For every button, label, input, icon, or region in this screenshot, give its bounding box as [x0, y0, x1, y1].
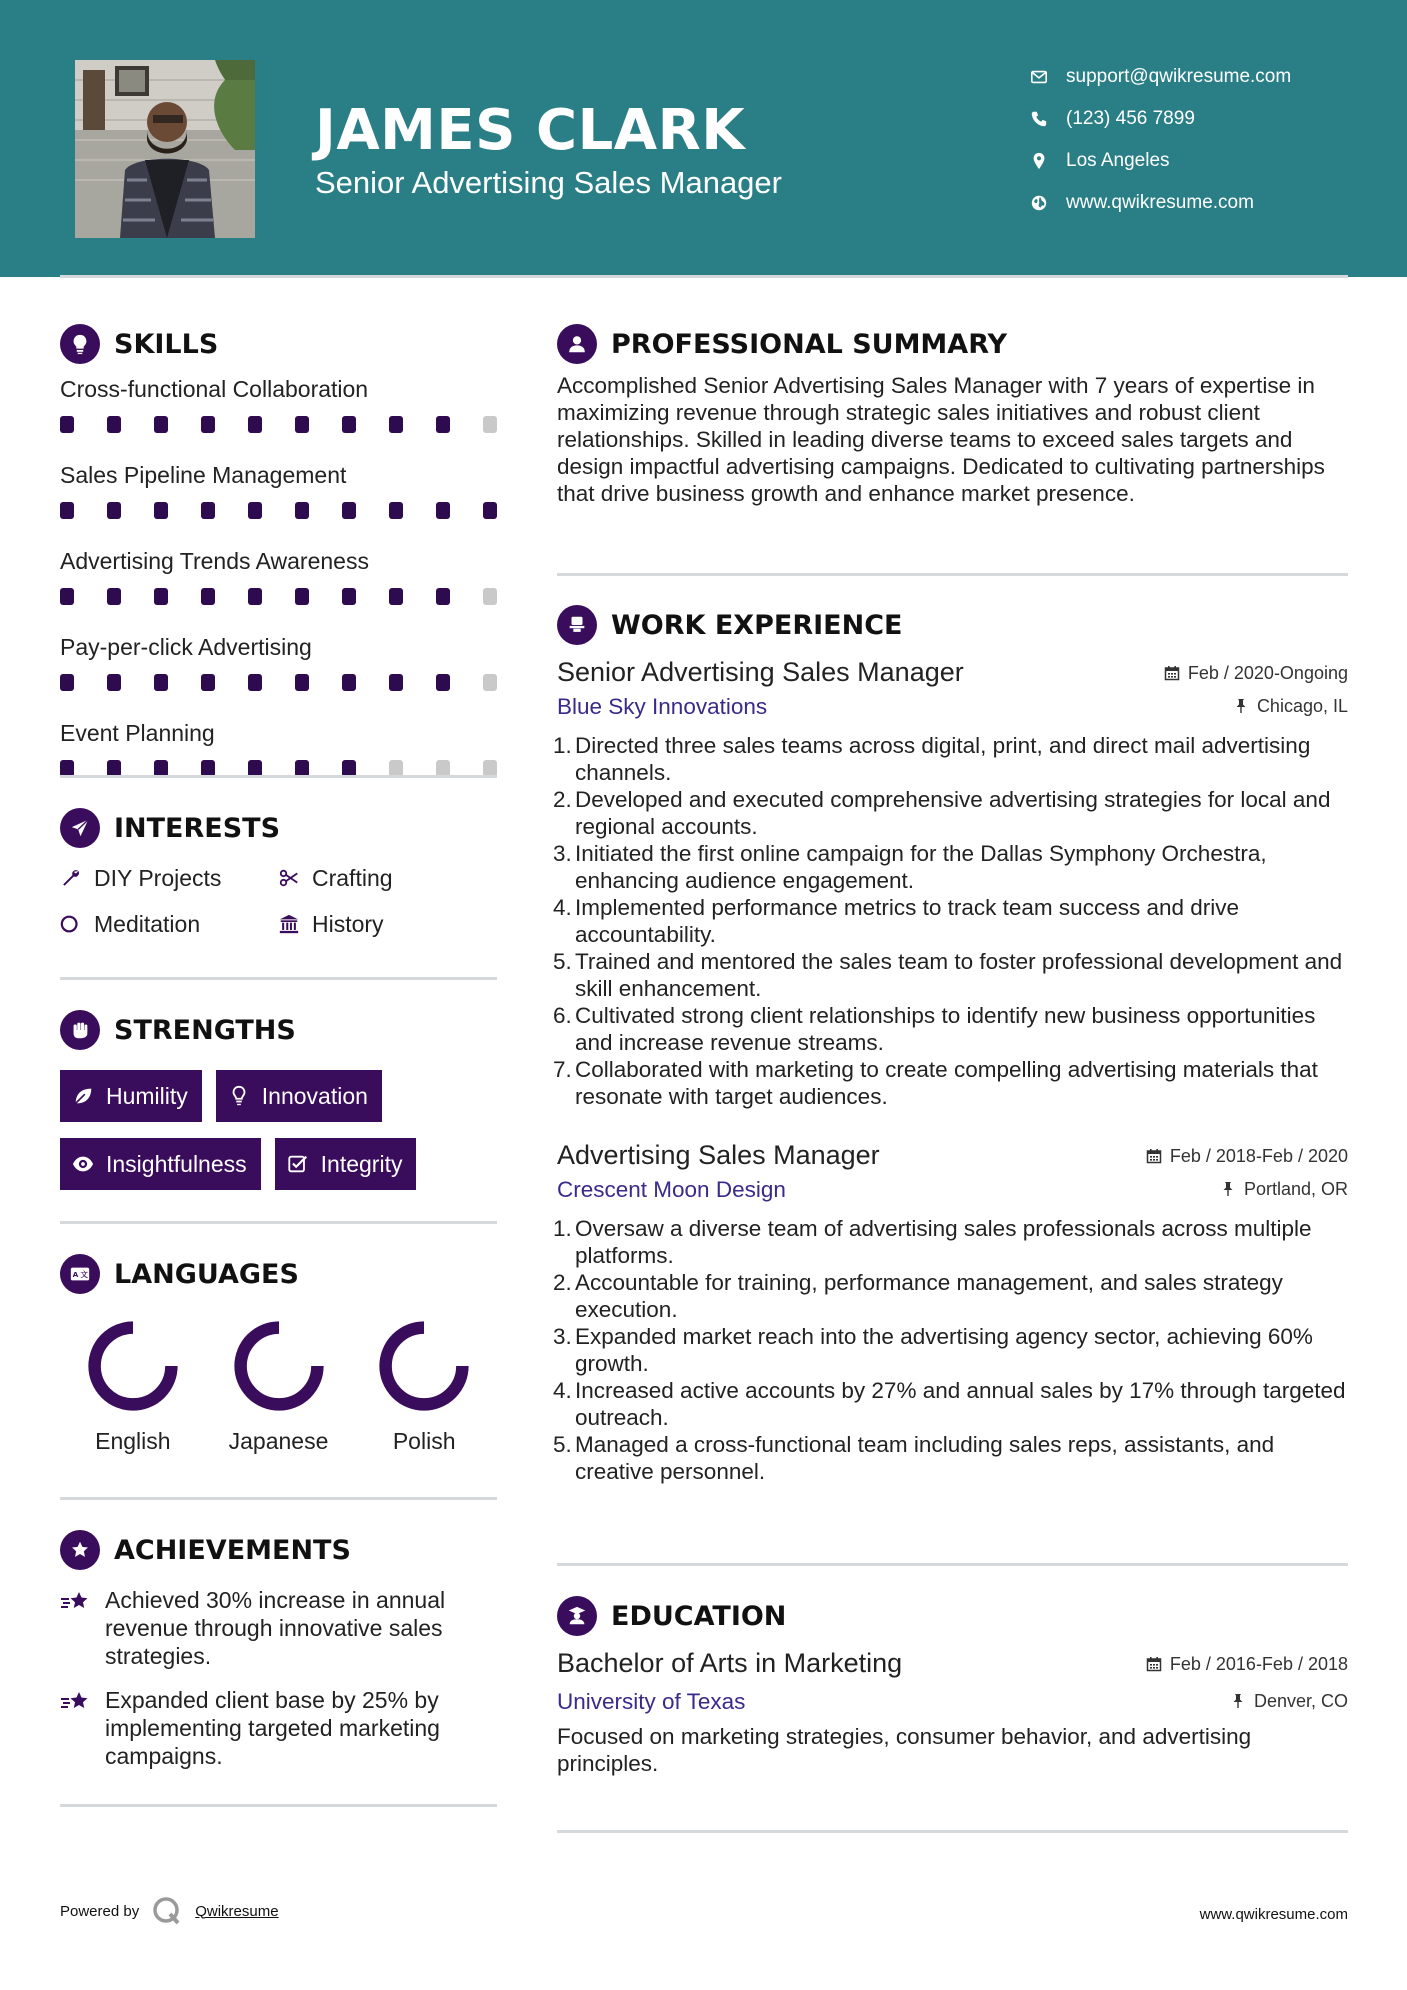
summary-text: Accomplished Senior Advertising Sales Manager with 7 years of expertise in maximizing revenue through strategic sales initiatives and robust client relationships. Skilled in leading diverse teams to exceed sales targets and design impactful advertising campaigns. Dedicated to cultivating partnerships that drive business growth and enhance market presence. [557, 373, 1325, 506]
education-date [1146, 1654, 1348, 1675]
skill-dot [389, 416, 403, 433]
calendar-icon [1164, 665, 1180, 681]
skill-dot [436, 588, 450, 605]
wrench-icon [60, 867, 94, 889]
languages-title: LANGUAGES [114, 1258, 299, 1290]
job-location-text: Portland, OR [1243, 1178, 1348, 1199]
experience-section [557, 603, 1348, 1485]
duty-item: Managed a cross-functional team including sales reps, assistants, and creative personnel. [575, 1432, 1275, 1484]
skill-rating [60, 502, 497, 522]
skill-dot [154, 502, 168, 519]
map-pin-icon [1030, 152, 1066, 170]
education-location-text: Denver, CO [1253, 1690, 1348, 1711]
qwikresume-logo-icon [151, 1895, 183, 1927]
fist-icon [60, 1010, 100, 1050]
skill-dot [154, 588, 168, 605]
footer-powered-by [60, 1895, 279, 1927]
skill-dot [154, 416, 168, 433]
strength-tag [60, 1138, 261, 1190]
job-location [1220, 1179, 1348, 1200]
shooting-star-icon [60, 1586, 105, 1670]
skill-dot [295, 416, 309, 433]
skill-dot [201, 416, 215, 433]
skill-item [60, 632, 497, 694]
skill-dot [201, 502, 215, 519]
language-name: Polish [392, 1428, 456, 1454]
language-level-ring [376, 1318, 472, 1414]
skill-name: Event Planning [60, 720, 215, 746]
section-divider [60, 1497, 497, 1500]
skill-dot [154, 674, 168, 691]
achievements-title: ACHIEVEMENTS [114, 1534, 351, 1566]
language-level-ring [231, 1318, 327, 1414]
duty-item: Directed three sales teams across digital, print, and direct mail advertising channels. [575, 733, 1311, 785]
contact-location [1030, 140, 1291, 182]
resume-header [0, 0, 1407, 277]
experience-title: WORK EXPERIENCE [611, 609, 903, 641]
job-location-text: Chicago, IL [1256, 695, 1348, 716]
pushpin-icon [1220, 1181, 1236, 1197]
skill-name: Advertising Trends Awareness [60, 548, 369, 574]
contact-website-text: www.qwikresume.com [1066, 192, 1254, 213]
skill-item [60, 718, 497, 780]
education-title: EDUCATION [611, 1600, 787, 1632]
candidate-name: JAMES CLARK [315, 98, 746, 163]
skill-dot [436, 674, 450, 691]
shooting-star-icon [60, 1686, 105, 1770]
section-divider [557, 1563, 1348, 1566]
strength-label: Humility [106, 1082, 188, 1109]
skill-name: Cross-functional Collaboration [60, 376, 369, 402]
museum-icon [278, 913, 312, 935]
interests-section [60, 806, 497, 938]
skill-dot [436, 502, 450, 519]
briefcase-icon [557, 605, 597, 645]
skill-dot [483, 588, 497, 605]
skill-rating [60, 416, 497, 436]
education-subheader [557, 1689, 1348, 1715]
language-item [206, 1318, 352, 1455]
section-divider [60, 1221, 497, 1224]
language-item [351, 1318, 497, 1455]
skills-heading [60, 322, 497, 366]
company-name: Crescent Moon Design [557, 1177, 786, 1202]
contact-email-text: support@qwikresume.com [1066, 66, 1292, 87]
skill-dot [342, 588, 356, 605]
scissors-icon [278, 867, 312, 889]
language-name: English [95, 1428, 171, 1454]
leaf-icon [72, 1085, 94, 1107]
skill-dot [248, 416, 262, 433]
job-header [557, 657, 1348, 688]
language-level-ring [85, 1318, 181, 1414]
skill-dot [295, 588, 309, 605]
degree-name: Bachelor of Arts in Marketing [557, 1648, 903, 1678]
skill-dot [107, 588, 121, 605]
interest-item [278, 910, 497, 938]
duty-item: Developed and executed comprehensive advertising strategies for local and regional accounts. [575, 787, 1331, 839]
strength-tag [275, 1138, 417, 1190]
skill-dot [60, 502, 74, 519]
skill-dot [107, 416, 121, 433]
interest-item [60, 864, 278, 892]
envelope-icon [1030, 68, 1066, 86]
job-date [1164, 663, 1348, 684]
duty-list [557, 732, 1348, 1110]
skill-dot [389, 674, 403, 691]
strength-tag [216, 1070, 382, 1122]
duty-item: Accountable for training, performance management, and sales strategy execution. [575, 1270, 1283, 1322]
achievement-text: Achieved 30% increase in annual revenue through innovative sales strategies. [105, 1587, 446, 1669]
section-divider [60, 1804, 497, 1807]
skills-section [60, 322, 497, 780]
footer-site-link[interactable]: www.qwikresume.com [1199, 1906, 1348, 1923]
job-title: Senior Advertising Sales Manager [557, 657, 964, 687]
interest-label: DIY Projects [94, 864, 222, 891]
achievement-item [60, 1586, 497, 1670]
achievement-item [60, 1686, 497, 1770]
skill-name: Pay-per-click Advertising [60, 634, 312, 660]
star-badge-icon [60, 1530, 100, 1570]
summary-section [557, 322, 1348, 507]
calendar-icon [1146, 1148, 1162, 1164]
languages-section [60, 1252, 497, 1455]
section-divider [557, 573, 1348, 576]
skill-dot [483, 502, 497, 519]
duty-item: Cultivated strong client relationships to identify new business opportunities and increase revenue streams. [575, 1003, 1316, 1055]
interest-item [278, 864, 497, 892]
summary-title: PROFESSIONAL SUMMARY [611, 328, 1008, 360]
contact-website[interactable] [1030, 182, 1291, 224]
job-title: Advertising Sales Manager [557, 1140, 880, 1170]
paper-plane-icon [60, 808, 100, 848]
education-date-text: Feb / 2016-Feb / 2018 [1169, 1653, 1348, 1674]
strengths-heading [60, 1008, 497, 1052]
duty-item: Increased active accounts by 27% and annual sales by 17% through targeted outreach. [575, 1378, 1346, 1430]
qwikresume-link[interactable]: Qwikresume [195, 1902, 279, 1920]
interest-label: Crafting [312, 864, 393, 891]
skill-rating [60, 674, 497, 694]
profile-photo [75, 60, 255, 238]
strengths-title: STRENGTHS [114, 1014, 296, 1046]
globe-icon [1030, 194, 1066, 212]
skill-dot [60, 588, 74, 605]
skill-dot [248, 588, 262, 605]
job-date [1146, 1146, 1348, 1167]
skill-dot [107, 502, 121, 519]
skill-dot [389, 502, 403, 519]
achievement-text: Expanded client base by 25% by implementing targeted marketing campaigns. [105, 1687, 440, 1769]
duty-item: Implemented performance metrics to track team success and drive accountability. [575, 895, 1240, 947]
interests-heading [60, 806, 497, 850]
header-divider [60, 275, 1348, 278]
skill-dot [60, 416, 74, 433]
strength-tag [60, 1070, 202, 1122]
duty-item: Oversaw a diverse team of advertising sales professionals across multiple platforms. [575, 1216, 1312, 1268]
job-entry [557, 657, 1348, 1110]
interest-label: Meditation [94, 910, 201, 937]
interests-title: INTERESTS [114, 812, 281, 844]
skills-title: SKILLS [114, 328, 219, 360]
skill-dot [60, 674, 74, 691]
education-heading [557, 1594, 1348, 1638]
education-entry [557, 1648, 1348, 1777]
job-header [557, 1140, 1348, 1171]
contact-list [1030, 56, 1291, 224]
skill-dot [342, 674, 356, 691]
achievements-section [60, 1528, 497, 1786]
achievements-list [60, 1586, 497, 1770]
skill-dot [436, 416, 450, 433]
skill-dot [483, 674, 497, 691]
section-divider [60, 977, 497, 980]
achievements-heading [60, 1528, 497, 1572]
languages-heading [60, 1252, 497, 1296]
user-icon [557, 324, 597, 364]
language-icon [60, 1254, 100, 1294]
skill-dot [295, 674, 309, 691]
education-section [557, 1594, 1348, 1777]
skill-dot [389, 588, 403, 605]
skill-item [60, 374, 497, 436]
job-date-text: Feb / 2020-Ongoing [1187, 662, 1348, 683]
job-entry [557, 1140, 1348, 1485]
check-square-icon [287, 1153, 309, 1175]
skill-dot [201, 674, 215, 691]
interest-item [60, 910, 278, 938]
candidate-title: Senior Advertising Sales Manager [315, 165, 782, 200]
eye-icon [72, 1153, 94, 1175]
skill-dot [342, 502, 356, 519]
skill-dot [248, 502, 262, 519]
interests-list [60, 864, 497, 938]
experience-heading [557, 603, 1348, 647]
skill-item [60, 546, 497, 608]
contact-phone[interactable] [1030, 98, 1291, 140]
skill-dot [342, 416, 356, 433]
language-item [60, 1318, 206, 1455]
strength-label: Integrity [320, 1150, 403, 1177]
phone-icon [1030, 110, 1066, 128]
circle-icon [60, 913, 94, 935]
languages-list [60, 1318, 497, 1455]
skill-item [60, 460, 497, 522]
strengths-list [60, 1070, 497, 1190]
duty-item: Collaborated with marketing to create compelling advertising materials that resonate with target audiences. [575, 1057, 1318, 1109]
education-description: Focused on marketing strategies, consumer behavior, and advertising principles. [557, 1724, 1252, 1776]
strength-label: Innovation [261, 1082, 368, 1109]
contact-email[interactable] [1030, 56, 1291, 98]
duty-item: Initiated the first online campaign for the Dallas Symphony Orchestra, enhancing audience engagement. [575, 841, 1267, 893]
skill-rating [60, 588, 497, 608]
strength-label: Insightfulness [106, 1150, 247, 1177]
language-name: Japanese [228, 1428, 329, 1454]
job-subheader [557, 694, 1348, 720]
lightbulb-icon [60, 324, 100, 364]
school-name: University of Texas [557, 1689, 746, 1714]
duty-item: Trained and mentored the sales team to foster professional development and skill enhancement. [575, 949, 1343, 1001]
pushpin-icon [1233, 698, 1249, 714]
lightbulb-icon [228, 1085, 250, 1107]
contact-location-text: Los Angeles [1066, 150, 1170, 171]
skill-dot [107, 674, 121, 691]
strengths-section [60, 1008, 497, 1190]
job-date-text: Feb / 2018-Feb / 2020 [1169, 1145, 1348, 1166]
svg-text:文: 文 [80, 1270, 88, 1280]
graduate-icon [557, 1596, 597, 1636]
skill-dot [295, 502, 309, 519]
pushpin-icon [1230, 1693, 1246, 1709]
skill-dot [201, 588, 215, 605]
education-header [557, 1648, 1348, 1679]
skill-dot [248, 674, 262, 691]
svg-text:A: A [72, 1270, 79, 1280]
education-location [1230, 1691, 1348, 1712]
duty-list [557, 1215, 1348, 1485]
section-divider [557, 1830, 1348, 1833]
powered-by-text: Powered by [60, 1902, 140, 1920]
section-divider [60, 775, 497, 778]
skills-list [60, 374, 497, 780]
company-name: Blue Sky Innovations [557, 694, 768, 719]
skill-dot [483, 416, 497, 433]
interest-label: History [312, 910, 384, 937]
contact-phone-text: (123) 456 7899 [1066, 108, 1195, 129]
skill-name: Sales Pipeline Management [60, 462, 347, 488]
duty-item: Expanded market reach into the advertising agency sector, achieving 60% growth. [575, 1324, 1313, 1376]
job-location [1233, 696, 1348, 717]
summary-heading [557, 322, 1348, 366]
calendar-icon [1146, 1656, 1162, 1672]
job-subheader [557, 1177, 1348, 1203]
